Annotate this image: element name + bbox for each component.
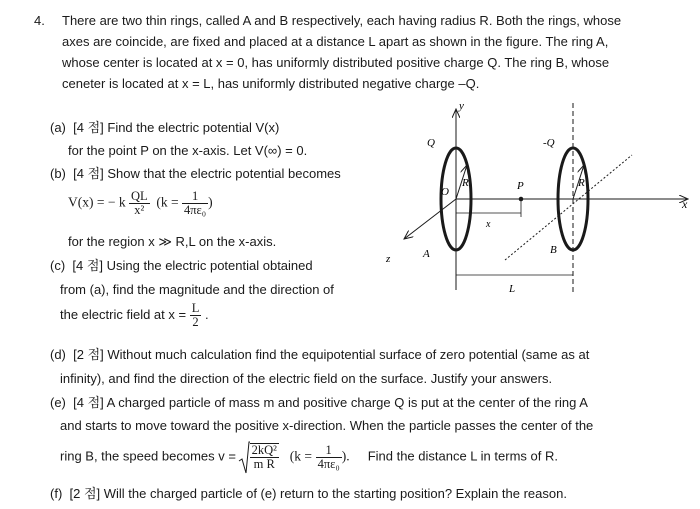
formula-fraction xyxy=(129,190,150,217)
part-e-k-open: (k = xyxy=(289,448,312,464)
part-d-line-2: infinity), and find the direction of the electric field on the surface. Justify your answers. xyxy=(60,371,553,386)
formula-k-numerator: 1 xyxy=(191,189,199,203)
part-c-line-3-text: the electric field at x = xyxy=(60,306,187,322)
part-e-sqrt-fraction xyxy=(250,443,279,471)
part-e-k-denominator: 4πε₀ xyxy=(317,456,340,471)
part-f-label: (f) xyxy=(50,486,63,501)
y-axis-label: y xyxy=(459,100,464,112)
part-a-text: Find the electric potential V(x) xyxy=(107,120,280,135)
part-f xyxy=(50,484,567,504)
origin-label: O xyxy=(441,186,449,198)
part-b-formula xyxy=(68,190,213,217)
problem-number: 4. xyxy=(34,13,45,28)
formula-k-fraction xyxy=(182,190,208,217)
part-d-text: Without much calculation find the equipotential surface of zero potential (same as at xyxy=(107,347,590,362)
ring-b-radius-label: R xyxy=(578,177,585,189)
part-e-text: A charged particle of mass m and positive charge Q is put at the center of the ring A xyxy=(106,395,588,410)
tilted-dotted-axis xyxy=(505,155,632,260)
sqrt-sign-icon xyxy=(238,441,250,475)
ring-a-charge-label: Q xyxy=(427,137,435,149)
part-e-sqrt-numerator: 2kQ² xyxy=(251,443,277,457)
part-e-speed-text: ring B, the speed becomes v = xyxy=(60,448,236,464)
part-b xyxy=(50,164,341,184)
part-c-end: . xyxy=(204,306,209,322)
ring-a-label: A xyxy=(423,248,430,260)
ring-b-charge-label: -Q xyxy=(543,137,555,149)
part-a-label: (a) xyxy=(50,120,66,135)
part-e-label: (e) xyxy=(50,395,66,410)
part-d-label: (d) xyxy=(50,347,66,362)
part-f-text: Will the charged particle of (e) return to the starting position? Explain the reason. xyxy=(103,486,567,501)
part-c-denominator: 2 xyxy=(190,315,202,329)
part-c-numerator: L xyxy=(191,301,200,315)
part-e-k-fraction xyxy=(316,444,342,471)
part-a-points: [4 점] xyxy=(73,120,104,135)
point-p-label: P xyxy=(517,180,524,192)
intro-line-4: ceneter is located at x = L, has uniformly distributed negative charge –Q. xyxy=(62,76,480,91)
part-c-fraction xyxy=(190,302,202,329)
x-axis-label: x xyxy=(682,197,688,211)
ring-b-label: B xyxy=(550,244,557,256)
formula-k-close: ) xyxy=(208,194,213,210)
formula-k-denominator: 4πε₀ xyxy=(184,203,207,217)
z-axis xyxy=(404,199,456,239)
part-e-line-3 xyxy=(60,443,558,471)
formula-v-left: V(x) = − k xyxy=(68,194,126,210)
formula-denominator: x² xyxy=(129,203,150,217)
x-dimension-label: x xyxy=(486,219,491,230)
part-d xyxy=(50,345,589,365)
part-e-k-close: ). xyxy=(341,448,350,464)
part-c-line-3 xyxy=(60,302,209,329)
part-e-sqrt-denominator: m R xyxy=(250,457,279,471)
intro-line-2: axes are coincide, are fixed and placed at a distance L apart as shown in the figure. The ring A, xyxy=(62,34,609,49)
part-f-points: [2 점] xyxy=(69,486,101,501)
part-e xyxy=(50,393,588,413)
intro-line-1: There are two thin rings, called A and B respectively, each having radius R. Both the rings, whose xyxy=(62,13,622,28)
part-e-points: [4 점] xyxy=(73,395,104,410)
z-axis-label: z xyxy=(386,253,391,265)
part-b-line-3: for the region x ≫ R,L on the x-axis. xyxy=(68,234,277,249)
part-a-line-2: for the point P on the x-axis. Let V(∞) = 0. xyxy=(68,143,308,158)
part-c-line-2: from (a), find the magnitude and the direction of xyxy=(60,282,334,297)
part-e-k-numerator: 1 xyxy=(325,442,332,457)
part-b-label: (b) xyxy=(50,166,66,181)
formula-k-open: (k = xyxy=(156,194,179,210)
part-d-points: [2 점] xyxy=(73,347,104,362)
part-c xyxy=(50,256,313,276)
l-dimension-label: L xyxy=(509,283,516,295)
part-b-points: [4 점] xyxy=(73,166,104,181)
part-c-label: (c) xyxy=(50,258,66,273)
part-c-points: [4 점] xyxy=(72,258,104,273)
formula-numerator: QL xyxy=(130,189,148,203)
intro-line-3: whose center is located at x = 0, has uniformly distributed positive charge Q. The ring B, whose xyxy=(62,55,610,70)
part-e-sqrt xyxy=(240,443,279,471)
part-e-line-2: and starts to move toward the positive x-direction. When the particle passes the center of the xyxy=(60,418,594,433)
part-b-text: Show that the electric potential becomes xyxy=(107,166,341,181)
rings-figure xyxy=(370,95,690,305)
part-c-text: Using the electric potential obtained xyxy=(106,258,313,273)
ring-a-radius-label: R xyxy=(462,177,469,189)
part-a xyxy=(50,118,279,138)
part-e-find-L: Find the distance L in terms of R. xyxy=(367,448,558,464)
